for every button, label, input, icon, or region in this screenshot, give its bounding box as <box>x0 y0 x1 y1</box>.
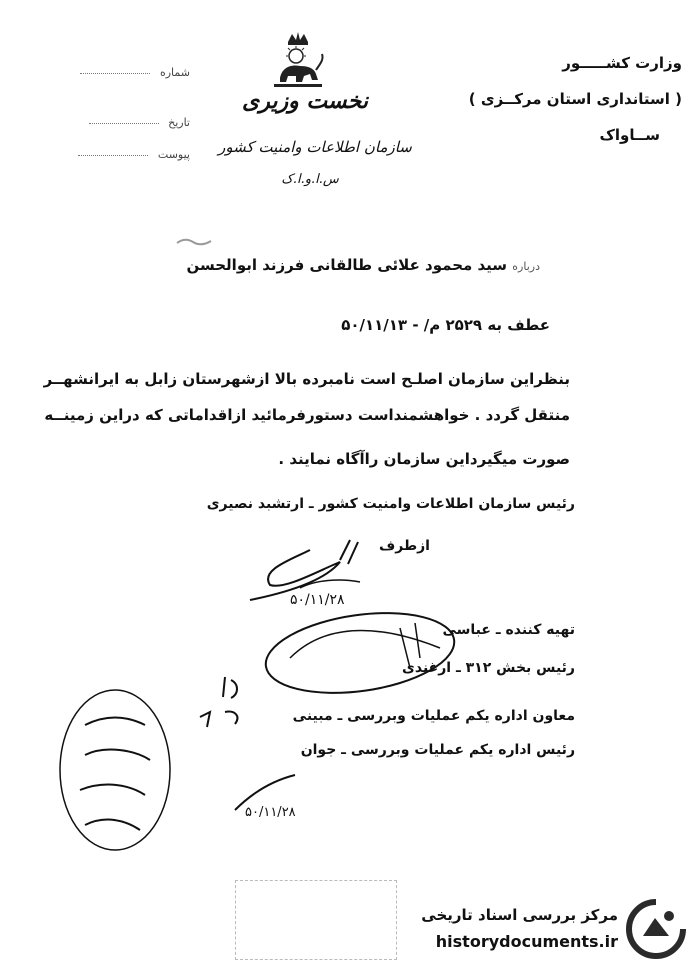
signatory-title: رئیس سازمان اطلاعات وامنیت کشور ـ ارتشبد نصیری <box>206 496 575 512</box>
body-line-3: صورت میگیرداین سازمان راآگاه نمایند . <box>278 450 570 468</box>
svg-text:۵۰/۱۱/۲۸: ۵۰/۱۱/۲۸ <box>245 805 296 820</box>
body-line-2: منتقل گردد . خواهشمنداست دستورفرمائید ازاقداماتی که دراین زمینــه <box>44 406 570 424</box>
faint-stamp-box <box>235 880 397 960</box>
office-director: رئیس اداره یکم عملیات وبررسی ـ جوان <box>300 742 575 758</box>
subject-text: سید محمود علائی طالقانی فرزند ابوالحسن <box>186 256 508 274</box>
lion-and-sun-emblem-icon <box>266 30 330 90</box>
addressee-ministry: وزارت کشـــــور <box>562 54 682 72</box>
subject-line <box>100 256 540 274</box>
number-field <box>70 66 190 79</box>
emblem-ref: س.ا.و.ا.ک <box>281 172 339 187</box>
on-behalf-label: ازطرف <box>378 538 430 554</box>
attachment-line <box>78 155 148 156</box>
date-line <box>89 123 159 124</box>
addressee-savak: ســاواک <box>599 126 660 144</box>
date-field <box>70 116 190 129</box>
emblem-title: نخست وزیری <box>242 88 368 114</box>
date-label: تاریخ <box>168 116 190 129</box>
prepared-by: تهیه کننده ـ عباسی <box>442 622 575 638</box>
handwritten-mark-icon <box>195 672 275 736</box>
section-head: رئیس بخش ۳۱۲ ـ ارغندی <box>402 660 575 676</box>
watermark-name: مرکز بررسی اسناد تاریخی <box>421 906 618 924</box>
handwritten-date-icon <box>225 770 345 824</box>
body-line-1: بنظراین سازمان اصلـح است نامبرده بالا ازشهرستان زابل به ایرانشهــر <box>43 370 570 388</box>
deputy-director: معاون اداره یکم عملیات وبررسی ـ مبینی <box>292 708 575 724</box>
handwritten-initials-icon <box>250 598 470 712</box>
emblem-subtitle: سازمان اطلاعات وامنیت کشور <box>218 138 412 156</box>
attachment-field <box>70 148 190 161</box>
number-line <box>80 73 150 74</box>
addressee-governorate: ( استانداری استان مرکــزی ) <box>468 90 682 108</box>
reference-line: عطف به ۲۵۲۹ م/ - ۵۰/۱۱/۱۳ <box>341 316 550 334</box>
archive-logo-icon <box>625 898 687 960</box>
number-label: شماره <box>159 66 190 79</box>
attachment-label: پیوست <box>157 148 190 161</box>
faint-stamp-mark <box>175 232 213 244</box>
svg-text:۵۰/۱۱/۲۸: ۵۰/۱۱/۲۸ <box>290 592 345 608</box>
margin-handwritten-notes-icon <box>45 685 175 859</box>
watermark-url[interactable]: historydocuments.ir <box>435 932 618 951</box>
subject-label: درباره <box>512 260 540 273</box>
